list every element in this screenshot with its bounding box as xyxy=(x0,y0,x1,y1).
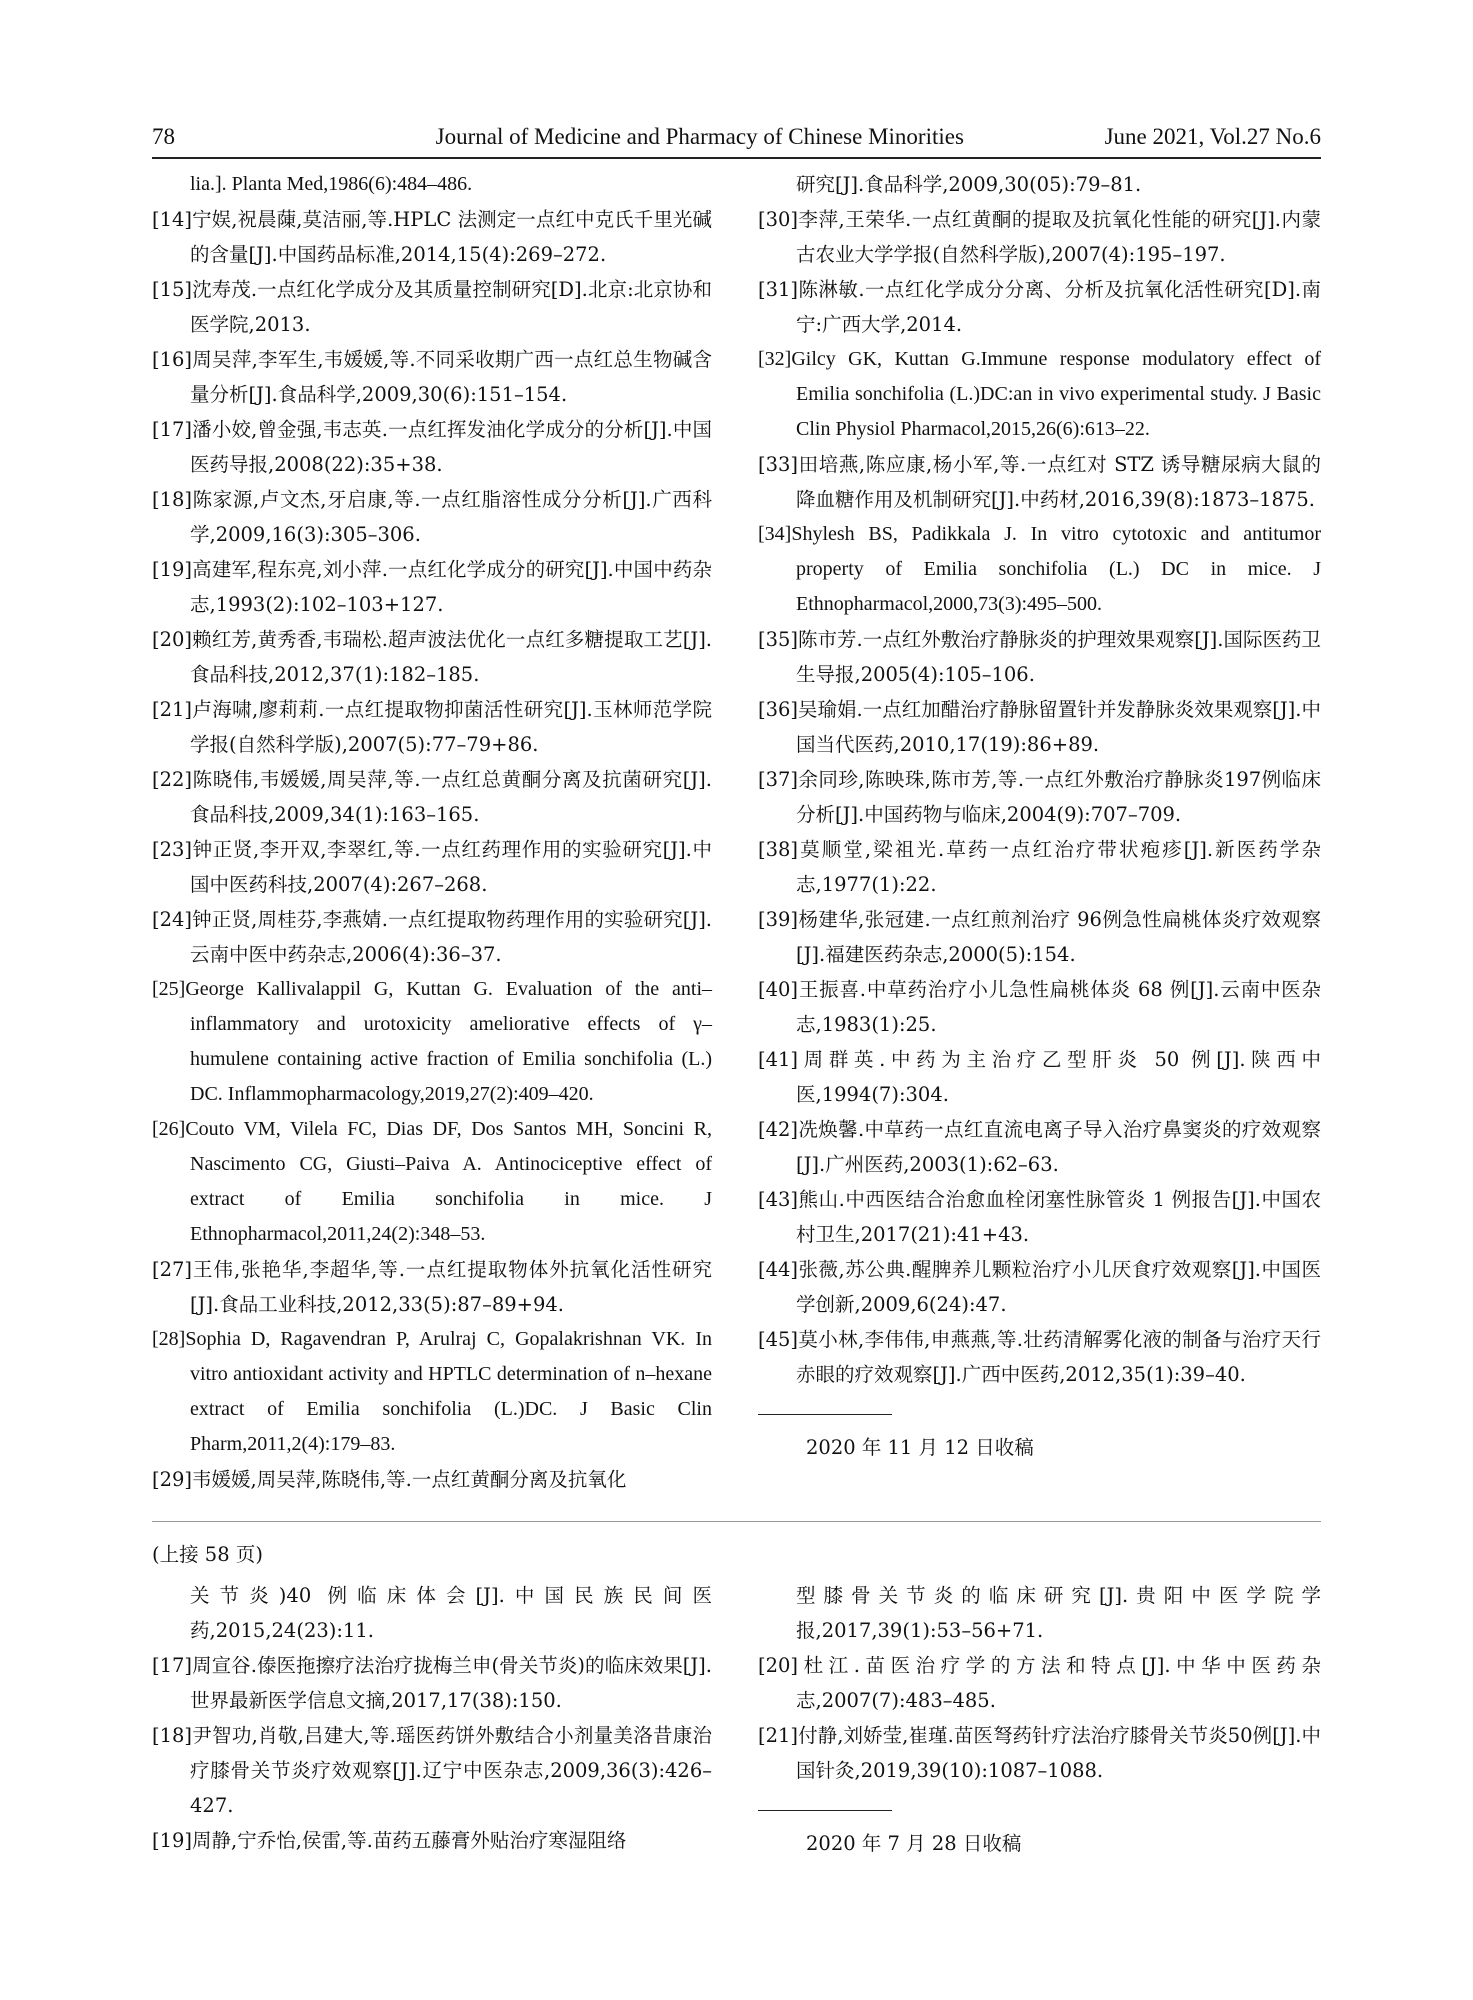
reference-entry: [14]宁娱,祝晨蔯,莫洁丽,等.HPLC 法测定一点红中克氏千里光碱的含量[J].中国药品标准,2014,15(4):269–272. xyxy=(152,208,712,266)
reference-continuation: 型膝骨关节炎的临床研究[J].贵阳中医学院学报,2017,39(1):53–56+71. xyxy=(796,1584,1321,1642)
references-bottom-left-column xyxy=(152,1578,712,1858)
reference-entry: [35]陈市芳.一点红外敷治疗静脉炎的护理效果观察[J].国际医药卫生导报,2005(4):105–106. xyxy=(758,628,1321,686)
reference-continuation: lia.]. Planta Med,1986(6):484–486. xyxy=(190,173,473,195)
received-date-bottom: 2020 年 7 月 28 日收稿 xyxy=(806,1832,1022,1855)
reference-entry: [22]陈晓伟,韦媛媛,周吴萍,等.一点红总黄酮分离及抗菌研究[J].食品科技,2009,34(1):163–165. xyxy=(152,768,712,826)
reference-entry: [17]周宣谷.傣医拖擦疗法治疗拢梅兰申(骨关节炎)的临床效果[J].世界最新医学信息文摘,2017,17(38):150. xyxy=(152,1654,712,1712)
references-bottom-right-list xyxy=(758,1578,1321,1788)
reference-continuation: 关节炎)40 例临床体会[J].中国民族民间医药,2015,24(23):11. xyxy=(190,1584,712,1642)
reference-entry: [40]王振喜.中草药治疗小儿急性扁桃体炎 68 例[J].云南中医杂志,1983(1):25. xyxy=(758,978,1321,1036)
reference-entry: [36]吴瑜娟.一点红加醋治疗静脉留置针并发静脉炎效果观察[J].中国当代医药,2010,17(19):86+89. xyxy=(758,698,1321,756)
references-top-right-list xyxy=(758,167,1321,1392)
reference-entry: [43]熊山.中西医结合治愈血栓闭塞性脉管炎 1 例报告[J].中国农村卫生,2017(21):41+43. xyxy=(758,1188,1321,1246)
reference-entry: [30]李萍,王荣华.一点红黄酮的提取及抗氧化性能的研究[J].内蒙古农业大学学报(自然科学版),2007(4):195–197. xyxy=(758,208,1321,266)
reference-entry: [29]韦媛媛,周吴萍,陈晓伟,等.一点红黄酮分离及抗氧化 xyxy=(152,1468,627,1491)
journal-title: Journal of Medicine and Pharmacy of Chinese Minorities xyxy=(435,124,964,149)
reference-entry: [39]杨建华,张冠建.一点红煎剂治疗 96例急性扁桃体炎疗效观察[J].福建医药杂志,2000(5):154. xyxy=(758,908,1321,966)
continued-from-note: (上接 58 页) xyxy=(152,1543,263,1566)
reference-entry: [33]田培燕,陈应康,杨小军,等.一点红对 STZ 诱导糖尿病大鼠的降血糖作用及机制研究[J].中药材,2016,39(8):1873–1875. xyxy=(758,453,1321,511)
reference-entry: [38]莫顺堂,梁祖光.草药一点红治疗带状疱疹[J].新医药学杂志,1977(1):22. xyxy=(758,838,1321,896)
running-header xyxy=(152,116,1321,150)
reference-continuation: 研究[J].食品科学,2009,30(05):79–81. xyxy=(796,173,1142,196)
reference-entry: [16]周吴萍,李军生,韦媛媛,等.不同采收期广西一点红总生物碱含量分析[J].食品科学,2009,30(6):151–154. xyxy=(152,348,712,406)
reference-entry: [26]Couto VM, Vilela FC, Dias DF, Dos Santos MH, Soncini R, Nascimento CG, Giusti–Paiva A. Antinociceptive effect of extract of Emilia sonchifolia in mice. J Ethnopharmacol,2011,24(2):348–53. xyxy=(152,1118,712,1245)
received-rule xyxy=(758,1414,892,1415)
header-rule xyxy=(152,157,1321,159)
reference-entry: [42]冼焕馨.中草药一点红直流电离子导入治疗鼻窦炎的疗效观察[J].广州医药,2003(1):62–63. xyxy=(758,1118,1321,1176)
reference-entry: [21]卢海啸,廖莉莉.一点红提取物抑菌活性研究[J].玉林师范学院学报(自然科学版),2007(5):77–79+86. xyxy=(152,698,712,756)
reference-entry: [28]Sophia D, Ragavendran P, Arulraj C, Gopalakrishnan VK. In vitro antioxidant activity and HPTLC determination of n–hexane extract of Emilia sonchifolia (L.)DC. J Basic Clin Pharm,2011,2(4):179–83. xyxy=(152,1328,712,1455)
reference-entry: [41]周群英.中药为主治疗乙型肝炎 50 例[J].陕西中医,1994(7):304. xyxy=(758,1048,1321,1106)
reference-entry: [18]尹智功,肖敬,吕建大,等.瑶医药饼外敷结合小剂量美洛昔康治疗膝骨关节炎疗效观察[J].辽宁中医杂志,2009,36(3):426–427. xyxy=(152,1724,712,1817)
reference-entry: [32]Gilcy GK, Kuttan G.Immune response modulatory effect of Emilia sonchifolia (L.)DC:an in vivo experimental study. J Basic Clin Physiol Pharmacol,2015,26(6):613–22. xyxy=(758,348,1321,440)
reference-entry: [21]付静,刘娇莹,崔瑾.苗医弩药针疗法治疗膝骨关节炎50例[J].中国针灸,2019,39(10):1087–1088. xyxy=(758,1724,1321,1782)
reference-entry: [19]周静,宁乔怡,侯雷,等.苗药五藤膏外贴治疗寒湿阻络 xyxy=(152,1829,627,1852)
reference-entry: [19]高建军,程东亮,刘小萍.一点红化学成分的研究[J].中国中药杂志,1993(2):102–103+127. xyxy=(152,558,712,616)
reference-entry: [34]Shylesh BS, Padikkala J. In vitro cytotoxic and antitumor property of Emilia sonchifolia (L.) DC in mice. J Ethnopharmacol,2000,73(3):495–500. xyxy=(758,523,1321,615)
page-number: 78 xyxy=(152,124,175,149)
reference-entry: [31]陈淋敏.一点红化学成分分离、分析及抗氧化活性研究[D].南宁:广西大学,2014. xyxy=(758,278,1321,336)
reference-entry: [44]张薇,苏公典.醒脾养儿颗粒治疗小儿厌食疗效观察[J].中国医学创新,2009,6(24):47. xyxy=(758,1258,1321,1316)
section-separator xyxy=(152,1521,1321,1522)
reference-entry: [20]杜江.苗医治疗学的方法和特点[J].中华中医药杂志,2007(7):483–485. xyxy=(758,1654,1321,1712)
issue-info: June 2021, Vol.27 No.6 xyxy=(1104,124,1321,149)
references-top-right-column xyxy=(758,167,1321,1465)
references-top-left-column xyxy=(152,167,712,1497)
reference-entry: [17]潘小姣,曾金强,韦志英.一点红挥发油化学成分的分析[J].中国医药导报,2008(22):35+38. xyxy=(152,418,712,476)
received-date: 2020 年 11 月 12 日收稿 xyxy=(806,1436,1034,1459)
reference-entry: [27]王伟,张艳华,李超华,等.一点红提取物体外抗氧化活性研究[J].食品工业科技,2012,33(5):87–89+94. xyxy=(152,1258,712,1316)
reference-entry: [24]钟正贤,周桂芬,李燕婧.一点红提取物药理作用的实验研究[J].云南中医中药杂志,2006(4):36–37. xyxy=(152,908,712,966)
received-rule-bottom xyxy=(758,1810,892,1811)
reference-entry: [25]George Kallivalappil G, Kuttan G. Evaluation of the anti–inflammatory and urotoxicity ameliorative effects of γ–humulene containing active fraction of Emilia sonchifolia (L.) DC. Inflammopharmacology,2019,27(2):409–420. xyxy=(152,978,712,1105)
reference-entry: [18]陈家源,卢文杰,牙启康,等.一点红脂溶性成分分析[J].广西科学,2009,16(3):305–306. xyxy=(152,488,712,546)
reference-entry: [45]莫小林,李伟伟,申燕燕,等.壮药清解雾化液的制备与治疗天行赤眼的疗效观察[J].广西中医药,2012,35(1):39–40. xyxy=(758,1328,1321,1386)
references-bottom-right-column xyxy=(758,1578,1321,1861)
reference-entry: [15]沈寿茂.一点红化学成分及其质量控制研究[D].北京:北京协和医学院,2013. xyxy=(152,278,712,336)
reference-entry: [20]赖红芳,黄秀香,韦瑞松.超声波法优化一点红多糖提取工艺[J].食品科技,2012,37(1):182–185. xyxy=(152,628,712,686)
reference-entry: [37]余同珍,陈映珠,陈市芳,等.一点红外敷治疗静脉炎197例临床分析[J].中国药物与临床,2004(9):707–709. xyxy=(758,768,1321,826)
reference-entry: [23]钟正贤,李开双,李翠红,等.一点红药理作用的实验研究[J].中国中医药科技,2007(4):267–268. xyxy=(152,838,712,896)
